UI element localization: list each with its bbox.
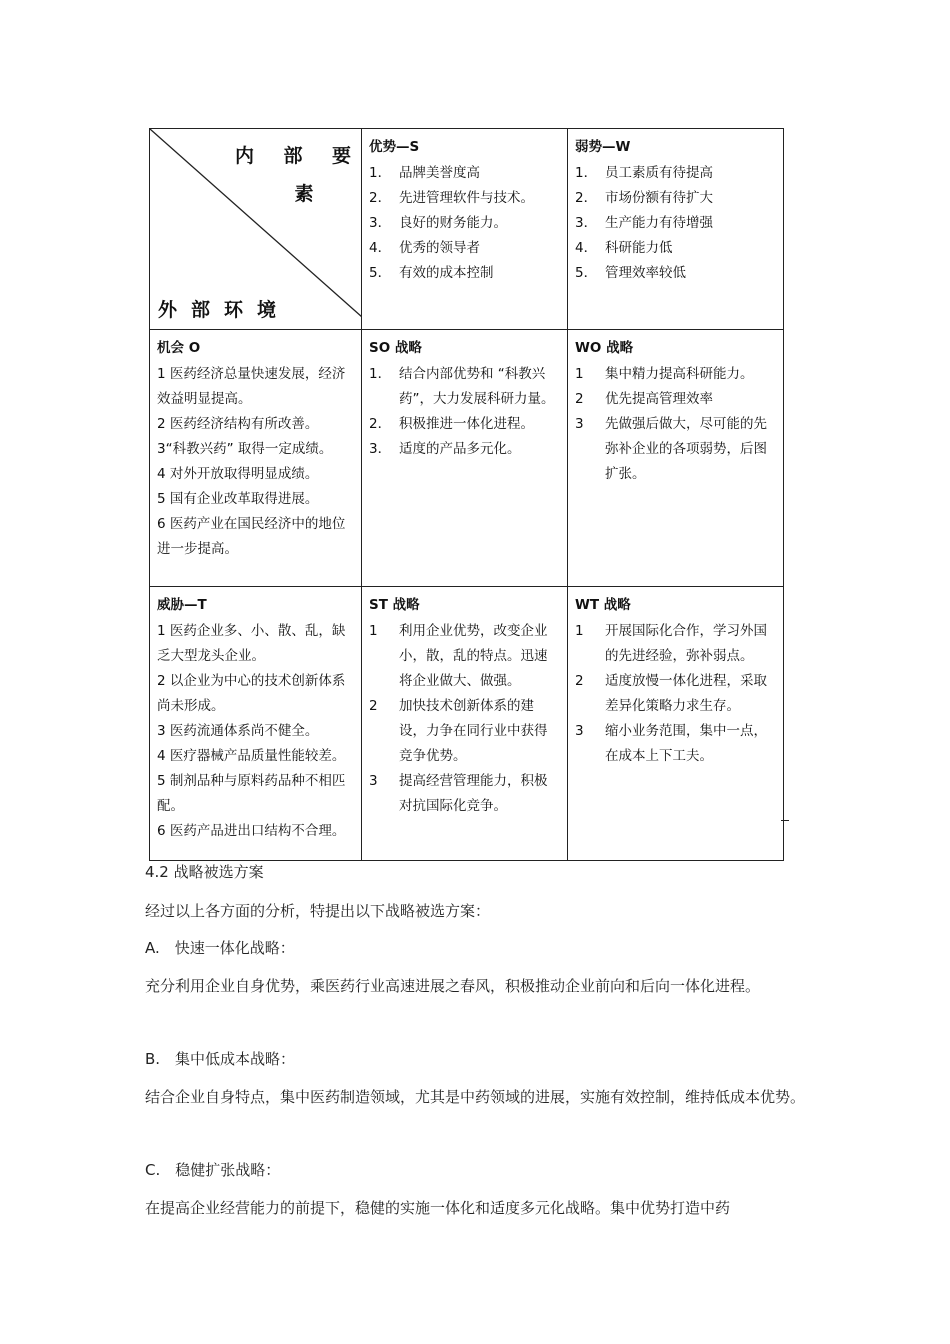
item-number: 5． xyxy=(369,265,392,281)
item-text: 科研能力低 xyxy=(605,240,673,256)
list-item xyxy=(575,362,776,387)
item-number: 3． xyxy=(369,441,392,457)
list-item xyxy=(575,211,776,236)
item-number: 3 xyxy=(575,723,584,739)
list-item: 3 医药流通体系尚不健全。 xyxy=(157,723,319,739)
list-item xyxy=(575,236,776,261)
list-item xyxy=(575,669,776,719)
item-number: 4． xyxy=(575,240,598,256)
swot-matrix xyxy=(149,128,784,861)
strengths-list xyxy=(369,161,560,286)
list-item xyxy=(369,769,560,819)
weaknesses-title: 弱势—W xyxy=(575,139,631,155)
item-text: 优秀的领导者 xyxy=(399,240,480,256)
list-item: 5 制剂品种与原料药品种不相匹配。 xyxy=(157,773,346,814)
list-item xyxy=(369,694,560,769)
weaknesses-cell xyxy=(568,129,784,330)
list-item xyxy=(369,211,560,236)
table-corner-mark xyxy=(781,820,789,821)
list-item xyxy=(575,412,776,487)
item-text: 生产能力有待增强 xyxy=(605,215,713,231)
st-strategy-title: ST 战略 xyxy=(369,597,420,613)
weaknesses-list xyxy=(575,161,776,286)
item-text: 加快技术创新体系的建设，力争在同行业中获得竞争优势。 xyxy=(399,698,548,764)
item-number: 3 xyxy=(369,773,378,789)
opportunities-cell xyxy=(150,330,362,587)
threats-list xyxy=(157,619,354,844)
list-item xyxy=(575,161,776,186)
item-number: 2． xyxy=(575,190,598,206)
list-item: 4 对外开放取得明显成绩。 xyxy=(157,466,319,482)
list-item xyxy=(369,437,560,462)
item-number: 5． xyxy=(575,265,598,281)
item-text: 提高经营管理能力，积极对抗国际化竞争。 xyxy=(399,773,548,814)
option-c-heading: C. 稳健扩张战略： xyxy=(145,1161,281,1179)
item-number: 2． xyxy=(369,416,392,432)
item-number: 1 xyxy=(369,623,378,639)
wo-strategy-title: WO 战略 xyxy=(575,340,634,356)
list-item xyxy=(575,261,776,286)
list-item xyxy=(575,186,776,211)
opportunities-list xyxy=(157,362,354,562)
corner-cell xyxy=(150,129,362,330)
wt-strategy-list xyxy=(575,619,776,769)
wt-strategy-title: WT 战略 xyxy=(575,597,631,613)
list-item: 6 医药产业在国民经济中的地位进一步提高。 xyxy=(157,516,346,557)
list-item: 2 以企业为中心的技术创新体系尚未形成。 xyxy=(157,673,346,714)
item-text: 良好的财务能力。 xyxy=(399,215,507,231)
external-environment-label: 外部环境 xyxy=(158,299,291,321)
item-text: 先做强后做大，尽可能的先弥补企业的各项弱势，后图扩张。 xyxy=(605,416,767,482)
so-strategy-list xyxy=(369,362,560,462)
item-number: 1． xyxy=(575,165,598,181)
item-number: 1． xyxy=(369,366,392,382)
list-item xyxy=(369,412,560,437)
item-number: 3． xyxy=(575,215,598,231)
item-text: 适度放慢一体化进程，采取差异化策略力求生存。 xyxy=(605,673,767,714)
internal-label-line2: 素 xyxy=(294,183,318,205)
item-number: 4． xyxy=(369,240,392,256)
list-item xyxy=(369,161,560,186)
threats-cell xyxy=(150,587,362,861)
list-item xyxy=(369,236,560,261)
list-item xyxy=(575,387,776,412)
item-text: 员工素质有待提高 xyxy=(605,165,713,181)
item-text: 结合内部优势和 “科教兴药”，大力发展科研力量。 xyxy=(399,366,555,407)
list-item xyxy=(369,186,560,211)
list-item: 1 医药企业多、小、散、乱，缺乏大型龙头企业。 xyxy=(157,623,346,664)
option-a-heading: A. 快速一体化战略： xyxy=(145,939,295,957)
item-text: 市场份额有待扩大 xyxy=(605,190,713,206)
item-text: 优先提高管理效率 xyxy=(605,391,713,407)
st-strategy-list xyxy=(369,619,560,819)
internal-factors-label xyxy=(235,137,355,213)
item-number: 3 xyxy=(575,416,584,432)
list-item: 6 医药产品进出口结构不合理。 xyxy=(157,823,346,839)
item-number: 2 xyxy=(575,391,584,407)
opportunities-title: 机会 O xyxy=(157,340,201,356)
list-item: 2 医药经济结构有所改善。 xyxy=(157,416,319,432)
option-a-text: 充分利用企业自身优势，乘医药行业高速进展之春风，积极推动企业前向和后向一体化进程。 xyxy=(145,977,761,995)
threats-title: 威胁—T xyxy=(157,597,207,613)
item-number: 3． xyxy=(369,215,392,231)
item-text: 有效的成本控制 xyxy=(399,265,494,281)
list-item xyxy=(369,261,560,286)
intro-paragraph: 经过以上各方面的分析，特提出以下战略被选方案： xyxy=(145,902,491,920)
item-number: 2． xyxy=(369,190,392,206)
list-item xyxy=(369,362,560,412)
wt-strategy-cell xyxy=(568,587,784,861)
list-item: 1 医药经济总量快速发展，经济效益明显提高。 xyxy=(157,366,346,407)
strengths-cell xyxy=(362,129,568,330)
item-number: 2 xyxy=(575,673,584,689)
item-text: 管理效率较低 xyxy=(605,265,686,281)
item-text: 缩小业务范围，集中一点，在成本上下工夫。 xyxy=(605,723,767,764)
internal-label-line1: 内 部 要 xyxy=(235,145,355,167)
strengths-title: 优势—S xyxy=(369,139,420,155)
list-item xyxy=(575,619,776,669)
item-number: 1 xyxy=(575,623,584,639)
option-c-text: 在提高企业经营能力的前提下，稳健的实施一体化和适度多元化战略。集中优势打造中药 xyxy=(145,1199,731,1217)
list-item xyxy=(575,719,776,769)
wo-strategy-cell xyxy=(568,330,784,587)
so-strategy-cell xyxy=(362,330,568,587)
item-text: 品牌美誉度高 xyxy=(399,165,480,181)
option-b-text: 结合企业自身特点，集中医药制造领域，尤其是中药领域的进展，实施有效控制，维持低成本优势。 xyxy=(145,1088,806,1106)
item-number: 1 xyxy=(575,366,584,382)
list-item: 4 医疗器械产品质量性能较差。 xyxy=(157,748,346,764)
so-strategy-title: SO 战略 xyxy=(369,340,422,356)
item-text: 利用企业优势，改变企业小，散，乱的特点。迅速将企业做大、做强。 xyxy=(399,623,548,689)
list-item xyxy=(369,619,560,694)
item-number: 1． xyxy=(369,165,392,181)
list-item: 5 国有企业改革取得进展。 xyxy=(157,491,319,507)
item-text: 适度的产品多元化。 xyxy=(399,441,521,457)
item-text: 先进管理软件与技术。 xyxy=(399,190,534,206)
st-strategy-cell xyxy=(362,587,568,861)
item-text: 积极推进一体化进程。 xyxy=(399,416,534,432)
item-number: 2 xyxy=(369,698,378,714)
list-item: 3“科教兴药” 取得一定成绩。 xyxy=(157,441,333,457)
item-text: 集中精力提高科研能力。 xyxy=(605,366,754,382)
option-b-heading: B. 集中低成本战略： xyxy=(145,1050,296,1068)
wo-strategy-list xyxy=(575,362,776,487)
item-text: 开展国际化合作，学习外国的先进经验，弥补弱点。 xyxy=(605,623,767,664)
section-heading: 4.2 战略被选方案 xyxy=(145,863,264,881)
